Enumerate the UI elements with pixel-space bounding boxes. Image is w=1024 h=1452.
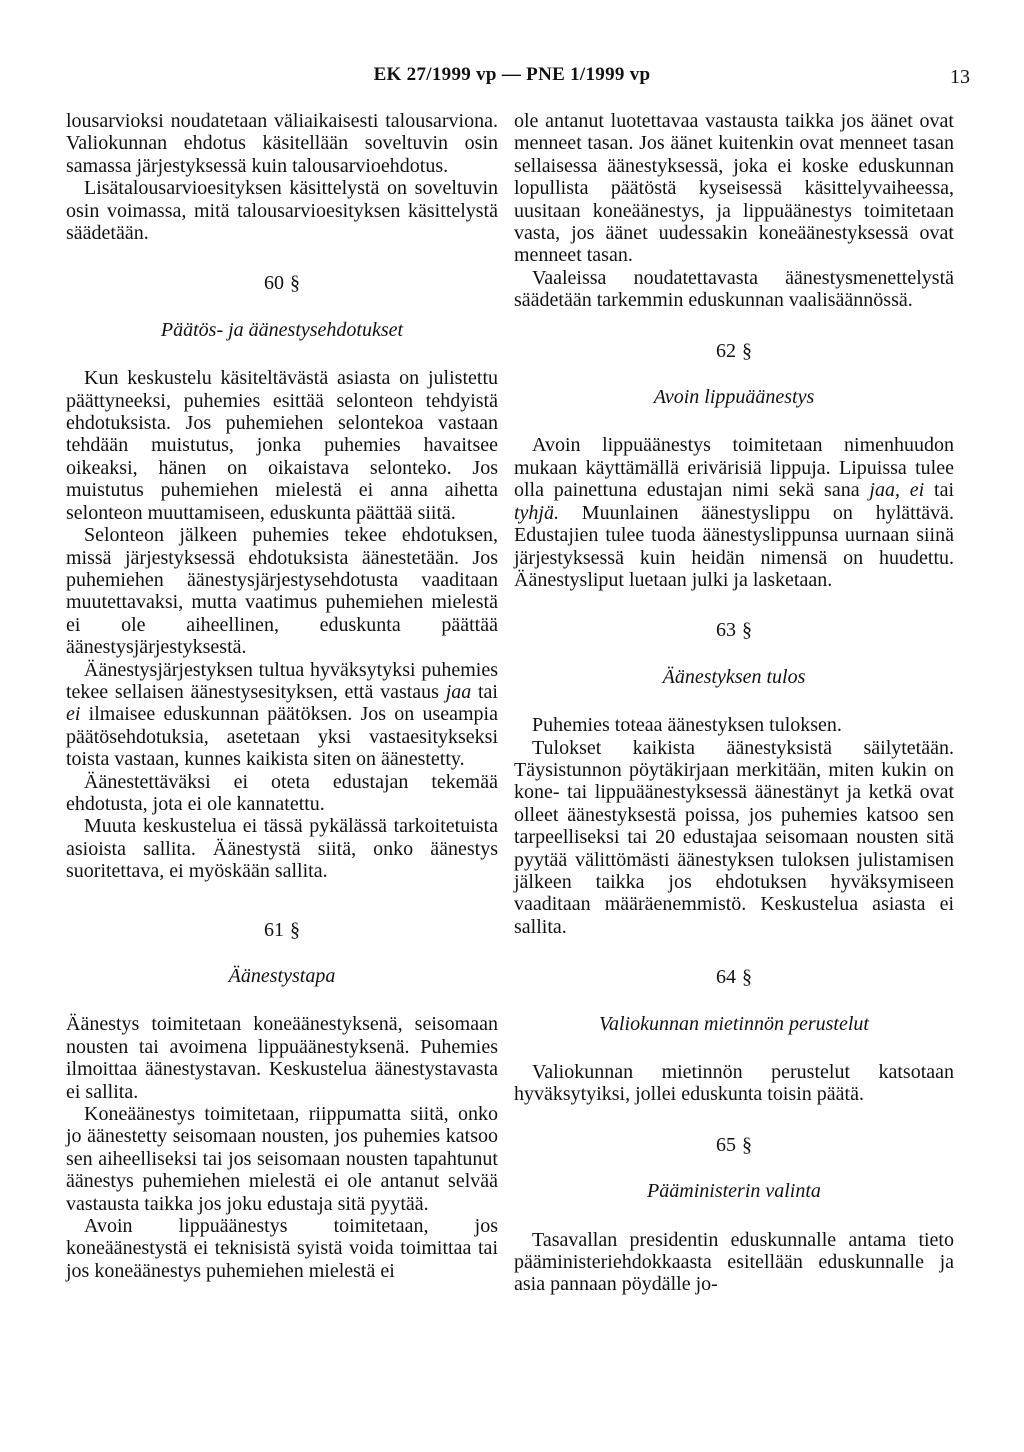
- text-run: Muunlainen äänestyslippu on hylättävä. Edustajien tulee tuoda äänestyslippunsa uurnaan siinä järjestyksessä kuin heidän nimensä on huudettu. Äänestysliput luetaan julki ja lasketaan.: [514, 501, 954, 591]
- section-symbol: §: [742, 339, 752, 362]
- paragraph: Muuta keskustelua ei tässä pykälässä tarkoitetuista asioista sallita. Äänestystä siitä, onko äänestys suoritettava, ei myöskään sallita.: [66, 815, 498, 883]
- text-run: tai: [471, 680, 498, 703]
- section-number: 64: [716, 966, 736, 989]
- section-symbol: §: [290, 918, 300, 941]
- paragraph: Tulokset kaikista äänestyksistä säilytetään. Täysistunnon pöytäkirjaan merkitään, miten kukin on kone- tai lippuäänestyksessä äänestänyt ja ketkä ovat olleet äänestyksestä poissa, jos puhemies katsoo sen tarpeelliseksi tai 20 edustajaa seisomaan nousten sitä pyytää välittömästi äänestyksen tuloksen julistamisen jälkeen taikka jos ehdotuksen hyväksymiseen vaaditaan määräenemmistö. Keskustelua asiasta ei sallita.: [514, 736, 954, 938]
- text-run: Äänestysjärjestyksen tultua hyväksytyksi puhemies tekee sellaisen äänestysesityksen, että vastaus: [66, 658, 498, 703]
- text-run: ilmaisee eduskunnan päätöksen. Jos on useampia päätösehdotuksia, asetetaan yksi vastaesitykseksi toista vastaan, kunnes kaikista siten on äänestetty.: [66, 703, 498, 771]
- paragraph: Lisätalousarvioesityksen käsittelystä on soveltuvin osin voimassa, mitä talousarvioesityksen käsittelystä säädetään.: [66, 177, 498, 245]
- section-heading-63: [514, 619, 954, 641]
- italic-term: ei: [909, 479, 925, 502]
- paragraph: lousarvioksi noudatetaan väliaikaisesti talousarviona. Valiokunnan ehdotus käsitellään soveltuvin osin samassa järjestyksessä kuin talousarvioehdotus.: [66, 110, 498, 177]
- section-heading-60: [66, 272, 498, 294]
- paragraph: Äänestys toimitetaan koneäänestyksenä, seisomaan nousten tai avoimena lippuäänestyksenä. Puhemies ilmoittaa äänestystavan. Keskustelua äänestystavasta ei sallita.: [66, 1013, 498, 1103]
- paragraph: Selonteon jälkeen puhemies tekee ehdotuksen, missä järjestyksessä ehdotuksista äänestetään. Jos puhemiehen äänestysjärjestysehdotusta vaaditaan muutettavaksi, mutta vaatimus puhemiehen mielestä ei ole aiheellinen, eduskunta päättää äänestysjärjestyksestä.: [66, 524, 498, 659]
- paragraph: Tasavallan presidentin eduskunnalle antama tieto pääministeriehdokkaasta esitellään eduskunnalle ja asia pannaan pöydälle jo-: [514, 1228, 954, 1296]
- paragraph: Valiokunnan mietinnön perustelut katsotaan hyväksytyiksi, jollei eduskunta toisin päätä.: [514, 1061, 954, 1106]
- section-title: Avoin lippuäänestys: [653, 386, 815, 409]
- section-title: Pääministerin valinta: [647, 1180, 821, 1203]
- right-column: [514, 110, 954, 1296]
- italic-term: jaa,: [869, 479, 900, 502]
- paragraph: ole antanut luotettavaa vastausta taikka jos äänet ovat menneet tasan. Jos äänet kuitenkin ovat menneet tasan sellaisessa äänestyksessä, joka ei koske eduskunnan lopullista päätöstä kyseisessä käsittelyvaiheessa, uusitaan koneäänestys, ja lippuäänestys toimitetaan vasta, jos äänet uudessakin koneäänestyksessä ovat menneet tasan.: [514, 110, 954, 267]
- section-number: 61: [264, 918, 284, 941]
- italic-term: tyhjä.: [514, 501, 559, 524]
- section-number: 63: [716, 619, 736, 642]
- section-symbol: §: [742, 1133, 752, 1156]
- text-run: tai: [924, 479, 954, 502]
- section-number: 65: [716, 1133, 736, 1156]
- paragraph: [66, 659, 498, 771]
- left-column: [66, 110, 498, 1282]
- text-run: Avoin lippuäänestys toimitetaan nimenhuudon mukaan käyttämällä erivärisiä lippuja. Lipuissa tulee olla painettuna edustajan nimi sekä sana: [514, 434, 954, 502]
- section-number: 60: [264, 272, 284, 295]
- section-symbol: §: [290, 272, 300, 295]
- section-heading-61: [66, 919, 498, 941]
- section-symbol: §: [742, 966, 752, 989]
- section-symbol: §: [742, 619, 752, 642]
- paragraph: Kun keskustelu käsiteltävästä asiasta on julistettu päättyneeksi, puhemies esittää selonteon tehdyistä ehdotuksista. Jos puhemiehen selontekoa vastaan tehdään muistutus, jonka puhemies havaitsee oikeaksi, hänen on oikaistava selonteko. Jos muistutus puhemiehen mielestä ei anna aihetta selonteon muuttamiseen, eduskunta päättää siitä.: [66, 367, 498, 524]
- paragraph: Vaaleissa noudatettavasta äänestysmenettelystä säädetään tarkemmin eduskunnan vaalisäännössä.: [514, 266, 954, 312]
- section-heading-64: [514, 966, 954, 988]
- paragraph: [514, 434, 954, 591]
- document-title: EK 27/1999 vp — PNE 1/1999 vp: [373, 64, 651, 85]
- paragraph: Äänestettäväksi ei oteta edustajan tekemää ehdotusta, jota ei ole kannatettu.: [66, 770, 498, 815]
- paragraph: Avoin lippuäänestys toimitetaan, jos koneäänestystä ei teknisistä syistä voida toimittaa tai jos koneäänestys puhemiehen mielestä ei: [66, 1215, 498, 1282]
- section-title: Päätös- ja äänestysehdotukset: [160, 318, 404, 341]
- section-number: 62: [716, 339, 736, 362]
- section-heading-65: [514, 1134, 954, 1156]
- page-number: 13: [950, 66, 970, 88]
- section-title: Äänestyksen tulos: [662, 665, 806, 688]
- paragraph: Puhemies toteaa äänestyksen tuloksen.: [532, 714, 842, 737]
- italic-term: ei: [66, 703, 81, 726]
- italic-term: jaa: [445, 680, 472, 703]
- section-title: Valiokunnan mietinnön perustelut: [599, 1012, 869, 1035]
- section-heading-62: [514, 340, 954, 362]
- paragraph: Koneäänestys toimitetaan, riippumatta siitä, onko jo äänestetty seisomaan nousten, jos puhemies katsoo sen aiheelliseksi tai jos seisomaan nousten tapahtunut äänestys puhemiehen mielestä ei ole antanut selvää vastausta taikka jos joku edustaja sitä pyytää.: [66, 1103, 498, 1215]
- section-title: Äänestystapa: [228, 965, 336, 987]
